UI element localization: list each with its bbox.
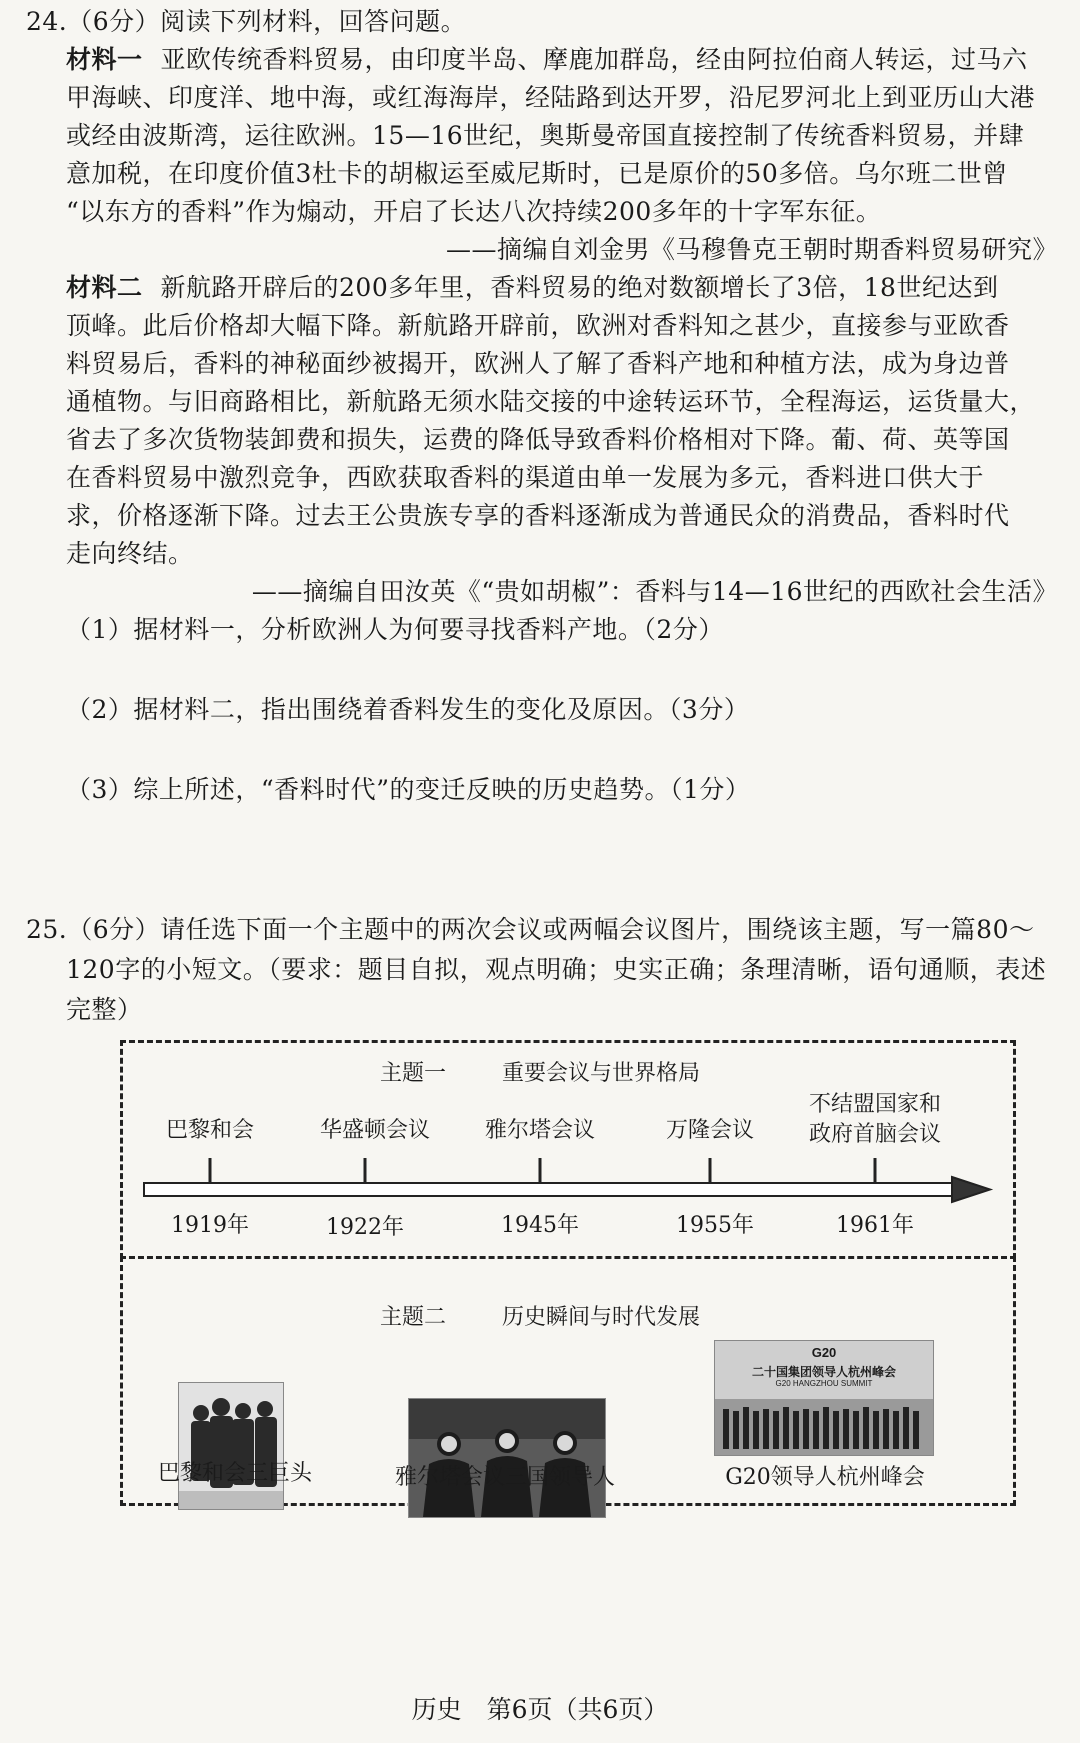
material-2-line-2: 顶峰。此后价格却大幅下降。新航路开辟前，欧洲对香料知之甚少，直接参与亚欧香 [66,311,1010,340]
material-2-line-6: 在香料贸易中激烈竞争，西欧获取香料的渠道由单一发展为多元，香料进口供大于 [66,463,985,492]
timeline-year-3: 1945年 [501,1213,579,1238]
material-1-line-4: 意加税，在印度价值3杜卡的胡椒运至威尼斯时，已是原价的50多倍。乌尔班二世曾 [66,159,1008,188]
material-1-line-1: 材料一 亚欧传统香料贸易，由印度半岛、摩鹿加群岛，经由阿拉伯商人转运，过马六 [66,45,1028,74]
q24-sub-question-2: （2）据材料二，指出围绕着香料发生的变化及原因。（3分） [66,695,750,724]
caption-paris: 巴黎和会三巨头 [157,1461,312,1486]
timeline-year-1: 1919年 [171,1213,249,1238]
timeline-year-5: 1961年 [836,1213,914,1238]
timeline-event-3: 雅尔塔会议 [484,1118,595,1143]
material-1-source: ——摘编自刘金男《马穆鲁克王朝时期香料贸易研究》 [445,235,1058,264]
q25-line-2: 120字的小短文。（要求：题目自拟，观点明确；史实正确；条理清晰，语句通顺，表述 [66,955,1047,984]
g20-banner-english: G20 HANGZHOU SUMMIT [775,1379,873,1388]
material-1-line-2: 甲海峡、印度洋、地中海，或红海海岸，经陆路到达开罗，沿尼罗河北上到亚历山大港 [66,83,1036,112]
caption-yalta: 雅尔塔会议三国领导人 [394,1465,615,1490]
g20-summit-photo [714,1340,934,1456]
q24-sub-question-1: （1）据材料一，分析欧洲人为何要寻找香料产地。（2分） [66,615,724,644]
timeline-arrow [140,1150,1000,1210]
theme-1-title: 主题一 重要会议与世界格局 [380,1061,701,1086]
material-2-line-1: 材料二 新航路开辟后的200多年里，香料贸易的绝对数额增长了3倍，18世纪达到 [66,273,999,302]
yalta-conference-photo [408,1398,606,1518]
timeline-event-1: 巴黎和会 [165,1118,254,1143]
theme-2-title: 主题二 历史瞬间与时代发展 [380,1305,701,1330]
g20-banner-logo: G20 [811,1345,837,1360]
page-footer: 历史 第6页（共6页） [411,1695,669,1724]
q24-sub-question-3: （3）综上所述，“香料时代”的变迁反映的历史趋势。（1分） [66,775,751,804]
q24-header: 24.（6分）阅读下列材料，回答问题。 [26,7,467,36]
q25-line-3: 完整） [66,995,143,1024]
material-2-line-5: 省去了多次货物装卸费和损失，运费的降低导致香料价格相对下降。葡、荷、英等国 [66,425,1010,454]
timeline-event-2: 华盛顿会议 [319,1118,430,1143]
timeline-event-4: 万隆会议 [665,1118,754,1143]
timeline-year-4: 1955年 [676,1213,754,1238]
material-2-source: ——摘编自田汝英《“贵如胡椒”：香料与14—16世纪的西欧社会生活》 [251,577,1058,606]
timeline-event-5: 不结盟国家和 政府首脑会议 [808,1092,941,1147]
material-1-line-5: “以东方的香料”作为煽动，开启了长达八次持续200多年的十字军东征。 [66,197,882,226]
paris-conference-photo [178,1382,284,1510]
timeline-year-2: 1922年 [326,1215,404,1240]
caption-g20: G20领导人杭州峰会 [725,1465,925,1490]
q25-line-1: 25.（6分）请任选下面一个主题中的两次会议或两幅会议图片，围绕该主题，写一篇80～ [26,915,1035,944]
material-2-label: 材料二 [66,273,143,302]
material-2-line-3: 料贸易后，香料的神秘面纱被揭开，欧洲人了解了香料产地和种植方法，成为身边普 [66,349,1010,378]
material-2-line-4: 通植物。与旧商路相比，新航路无须水陆交接的中途转运环节，全程海运，运货量大， [66,387,1036,416]
g20-banner-title: 二十国集团领导人杭州峰会 [751,1365,896,1379]
material-1-label: 材料一 [66,45,143,74]
material-2-line-8: 走向终结。 [66,539,194,568]
material-2-line-7: 求，价格逐渐下降。过去王公贵族专享的香料逐渐成为普通民众的消费品，香料时代 [66,501,1010,530]
material-1-line-3: 或经由波斯湾，运往欧洲。15—16世纪，奥斯曼帝国直接控制了传统香料贸易，并肆 [66,121,1025,150]
